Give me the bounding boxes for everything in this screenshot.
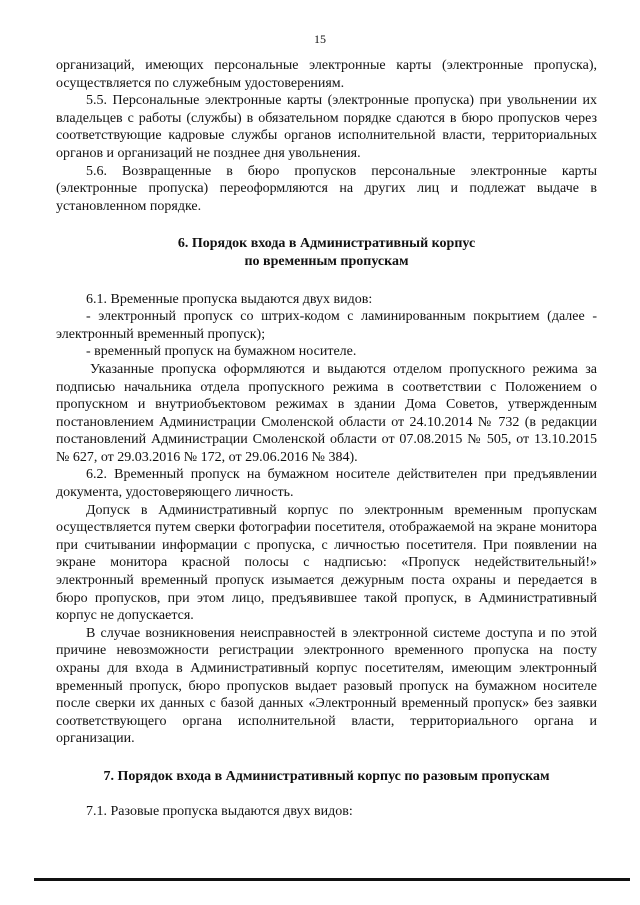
section-7-heading: 7. Порядок входа в Административный корпус по разовым пропускам bbox=[103, 768, 550, 784]
document-body bbox=[56, 57, 597, 820]
paragraph-6-1-item-a: - электронный пропуск со штрих-кодом с ламинированным покрытием (далее - электронный временный пропуск); bbox=[56, 309, 597, 342]
section-6-heading-line-1: 6. Порядок входа в Административный корпус bbox=[177, 236, 476, 252]
paragraph-6-1-item-b: - временный пропуск на бумажном носителе. bbox=[86, 344, 357, 360]
paragraph-7-1: 7.1. Разовые пропуска выдаются двух видов: bbox=[86, 803, 353, 819]
paragraph-6-2-malfunction: В случае возникновения неисправностей в электронной системе доступа и по этой причине невозможности регистрации электронного временного пропуска на посту охраны для входа в Административный корпус посетителям, имеющим электронный временный пропуск, бюро пропусков выдает разовый пропуск на бумажном носителе после сверки их данных с базой данных «Электронный временный пропуск» без заявки соответствующего органа исполнительной власти, территориального органа и организации. bbox=[56, 625, 597, 747]
bottom-rule bbox=[34, 878, 630, 881]
paragraph-continued: организаций, имеющих персональные электронные карты (электронные пропуска), осуществляется по служебным удостоверениям. bbox=[56, 58, 597, 91]
page-number: 15 bbox=[314, 32, 326, 46]
paragraph-6-2: 6.2. Временный пропуск на бумажном носителе действителен при предъявлении документа, удостоверяющего личность. bbox=[56, 467, 597, 501]
paragraph-5-5: 5.5. Персональные электронные карты (электронные пропуска) при увольнении их владельцев с работы (службы) в обязательном порядке сдаются в бюро пропусков через соответствующие кадровые службы органов исполнительной власти, территориальных органов и организаций не позднее дня увольнения. bbox=[56, 93, 597, 161]
section-6-heading-line-2: по временным пропускам bbox=[244, 253, 409, 269]
paragraph-6-1-detail: Указанные пропуска оформляются и выдаются отделом пропускного режима за подписью начальника отдела пропускного режима в соответствии с Положением о пропускном и внутриобъектовом режимах в здании Дома Советов, утвержденным постановлением Администрации Смоленской области от 24.10.2014 № 732 (в редакции постановлений Администрации Смоленской области от 07.08.2015 № 505, от 13.10.2015 № 627, от 29.03.2016 № 172, от 29.06.2016 № 384). bbox=[56, 361, 597, 465]
paragraph-6-2-electronic: Допуск в Административный корпус по электронным временным пропускам осуществляется путем сверки фотографии посетителя, отображаемой на экране монитора при считывании информации с пропуска, с личностью посетителя. При появлении на экране монитора красной полосы с надписью: «Пропуск недействительный!» электронный временный пропуск изымается дежурным поста охраны и передается в бюро пропусков, при этом лицо, предъявившее такой пропуск, в Административный корпус не допускается. bbox=[56, 502, 597, 624]
paragraph-5-6: 5.6. Возвращенные в бюро пропусков персональные электронные карты (электронные пропуска) переоформляются на других лиц и подлежат выдаче в установленном порядке. bbox=[56, 163, 597, 214]
paragraph-6-1: 6.1. Временные пропуска выдаются двух видов: bbox=[86, 291, 373, 307]
